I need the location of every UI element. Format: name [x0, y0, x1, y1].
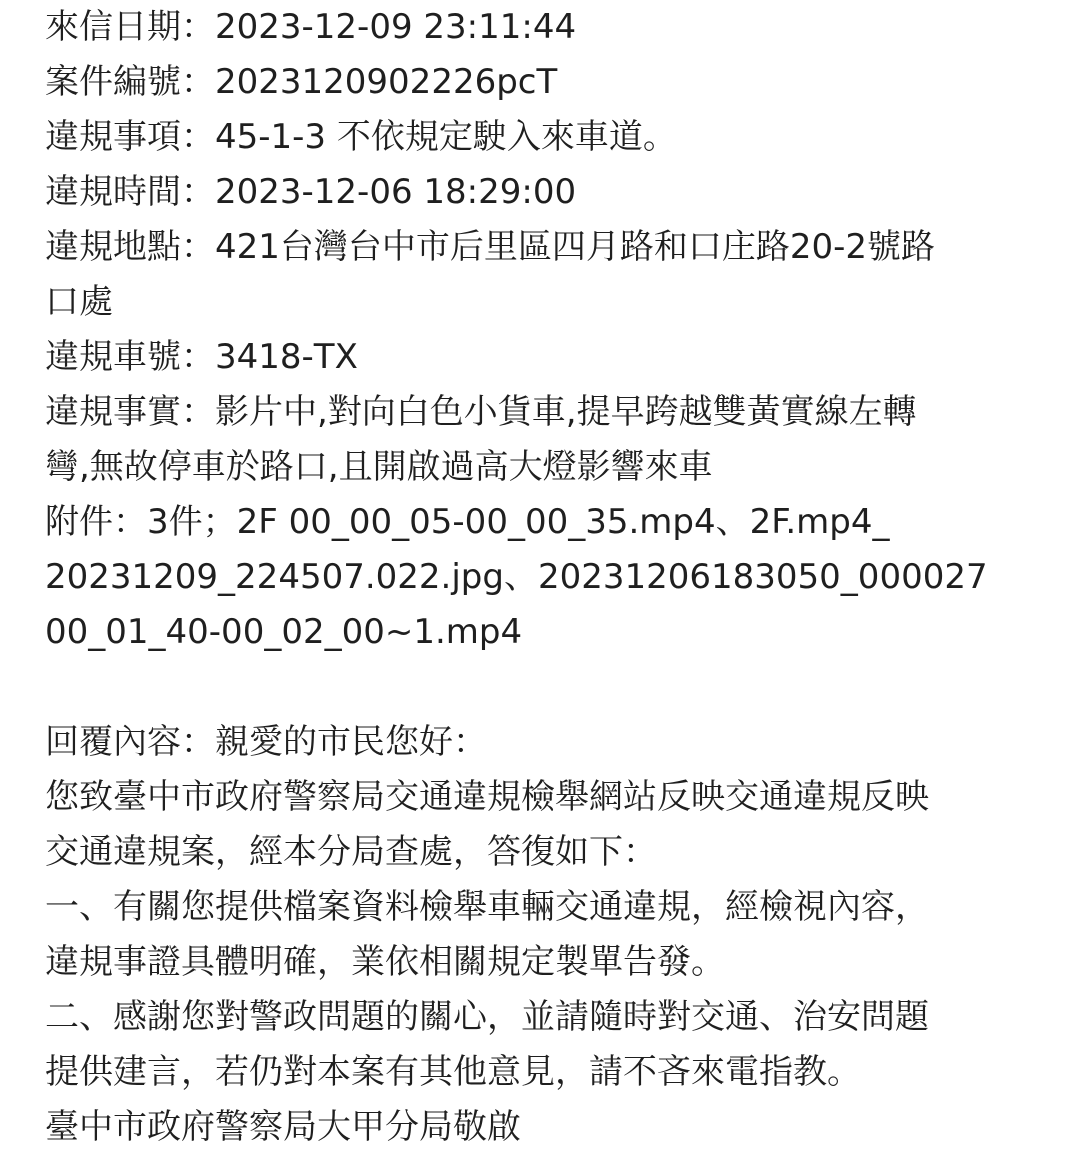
case-number: 案件編號：2023120902226pcT: [45, 62, 558, 102]
attachments-line-2: 20231209_224507.022.jpg、20231206183050_000027: [45, 557, 988, 597]
reply-line-6: 提供建言，若仍對本案有其他意見，請不吝來電指教。: [45, 1052, 861, 1092]
reply-line-5: 二、感謝您對警政問題的關心，並請隨時對交通、治安問題: [45, 997, 929, 1037]
attachments-line-3: 00_01_40-00_02_00~1.mp4: [45, 612, 523, 652]
attachments-line-1: 附件：3件；2F 00_00_05-00_00_35.mp4、2F.mp4_: [45, 502, 890, 542]
reply-line-2: 交通違規案，經本分局查處，答復如下：: [45, 832, 657, 872]
violation-facts-line-1: 違規事實：影片中,對向白色小貨車,提早跨越雙黃實線左轉: [45, 392, 917, 432]
reply-header: 回覆內容：親愛的市民您好：: [45, 722, 487, 762]
case-reply-document: [45, 0, 1055, 1155]
received-date: 來信日期：2023-12-09 23:11:44: [45, 7, 577, 47]
violation-time: 違規時間：2023-12-06 18:29:00: [45, 172, 577, 212]
reply-signature: 臺中市政府警察局大甲分局敬啟: [45, 1107, 521, 1147]
violation-location-line-2: 口處: [45, 282, 113, 322]
reply-line-1: 您致臺中市政府警察局交通違規檢舉網站反映交通違規反映: [45, 777, 929, 817]
reply-line-4: 違規事證具體明確，業依相關規定製單告發。: [45, 942, 725, 982]
violation-facts-line-2: 彎,無故停車於路口,且開啟過高大燈影響來車: [45, 447, 713, 487]
violation-location-line-1: 違規地點：421台灣台中市后里區四月路和口庄路20-2號路: [45, 227, 936, 267]
section-spacer: [45, 660, 1055, 715]
violation-item: 違規事項：45-1-3 不依規定駛入來車道。: [45, 117, 677, 157]
reply-line-3: 一、有關您提供檔案資料檢舉車輛交通違規，經檢視內容，: [45, 887, 929, 927]
plate-number: 違規車號：3418-TX: [45, 337, 358, 377]
